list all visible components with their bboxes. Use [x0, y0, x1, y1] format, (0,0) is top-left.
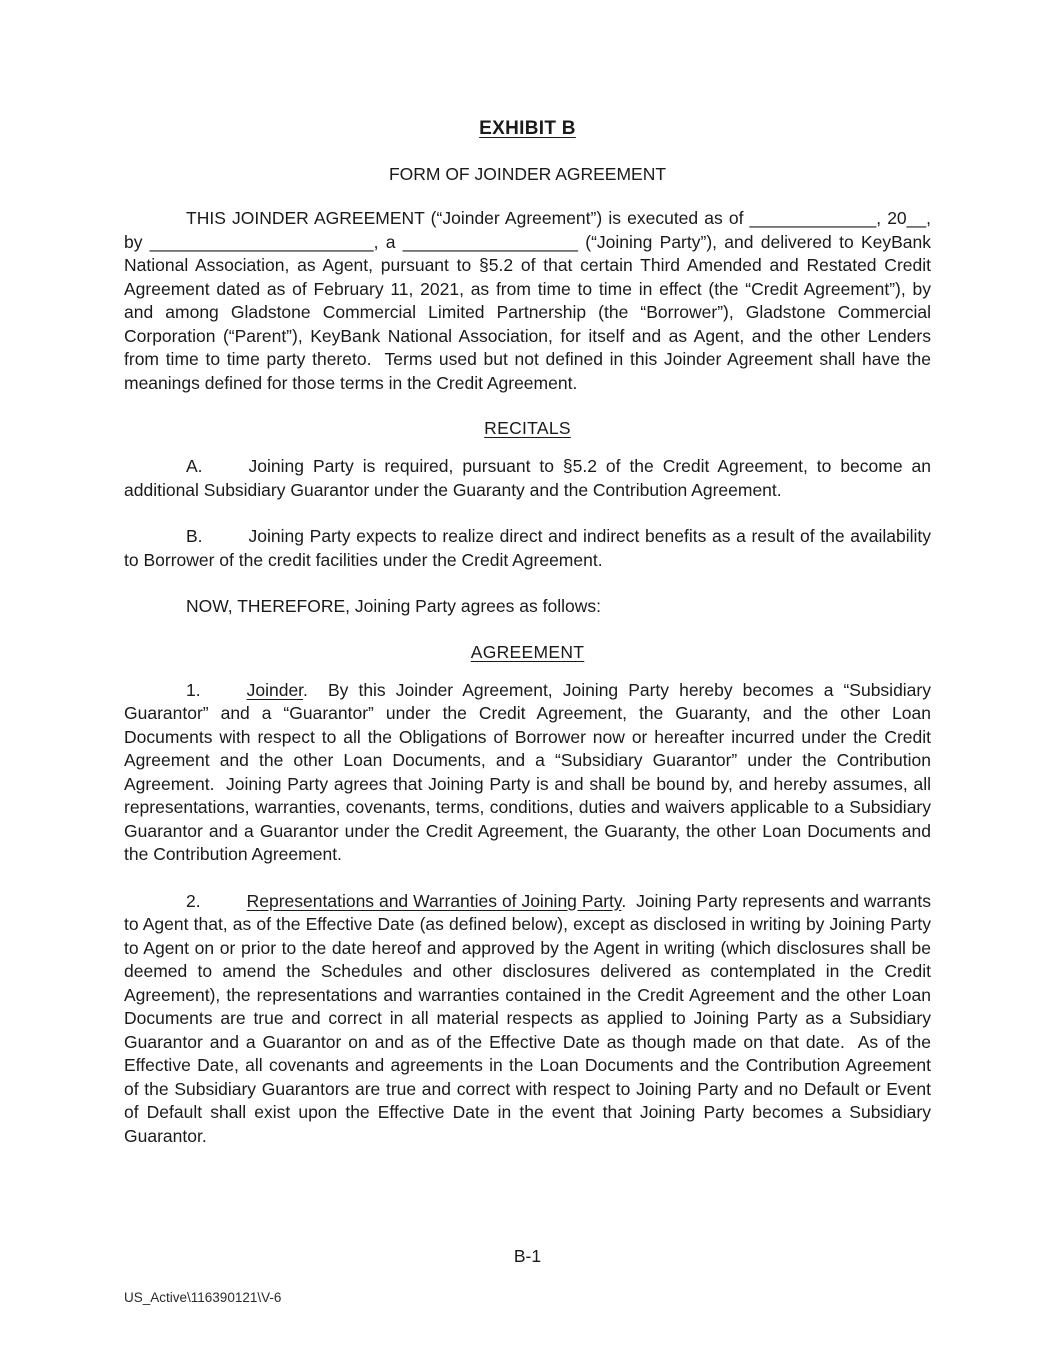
section-2-heading: Representations and Warranties of Joining Party [246, 890, 622, 911]
section-1-number: 1. [186, 679, 201, 700]
section-1-joinder-paragraph [124, 679, 936, 867]
recitals-heading: RECITALS [484, 418, 571, 438]
recital-b-text: Joining Party expects to realize direct and indirect benefits as a result of the availability to Borrower of the credit facilities under the Credit Agreement. [124, 526, 936, 570]
recital-b-paragraph [124, 525, 936, 572]
now-therefore-paragraph: NOW, THEREFORE, Joining Party agrees as follows: [186, 596, 601, 616]
recital-a-label: A. [186, 456, 203, 476]
section-1-heading: Joinder [246, 679, 304, 700]
page-number: B-1 [513, 1246, 542, 1266]
recital-a-paragraph [124, 455, 936, 502]
agreement-heading: AGREEMENT [470, 641, 585, 662]
section-2-representations-paragraph [124, 890, 936, 1149]
section-2-number: 2. [186, 890, 201, 911]
document-id: US_Active\116390121\V-6 [124, 1290, 282, 1305]
intro-paragraph: THIS JOINDER AGREEMENT (“Joinder Agreement”) is executed as of _____________, 20__, by _______________________, a __________________ (“Joining Party”), and delivered to KeyBank National Association, as Agent, pursuant to §5.2 of that certain Third Amended and Restated Credit Agreement dated as of February 11, 2021, as from time to time in effect (the “Credit Agreement”), by and among Gladstone Commercial Limited Partnership (the “Borrower”), Gladstone Commercial Corporation (“Parent”), KeyBank National Association, for itself and as Agent, and the other Lenders from time to time party thereto. Terms used but not defined in this Joinder Agreement shall have the meanings defined for those terms in the Credit Agreement. [124, 208, 936, 393]
document-title: FORM OF JOINDER AGREEMENT [388, 164, 667, 184]
section-1-body: . By this Joinder Agreement, Joining Party hereby becomes a “Subsidiary Guarantor” and a “Guarantor” under the Credit Agreement, the Guaranty, and the other Loan Documents with respect to all the Obligations of Borrower now or hereafter incurred under the Credit Agreement and the other Loan Documents, and a “Subsidiary Guarantor” under the Contribution Agreement. Joining Party agrees that Joining Party is and shall be bound by, and hereby assumes, all representations, warranties, covenants, terms, conditions, duties and waivers applicable to a Subsidiary Guarantor and a Guarantor under the Credit Agreement, the Guaranty, the other Loan Documents and the Contribution Agreement. [124, 679, 936, 864]
recital-a-text: Joining Party is required, pursuant to §5.2 of the Credit Agreement, to become an additional Subsidiary Guarantor under the Guaranty and the Contribution Agreement. [124, 456, 936, 500]
recital-b-label: B. [186, 526, 203, 546]
exhibit-title: EXHIBIT B [479, 118, 576, 139]
section-2-body: . Joining Party represents and warrants to Agent that, as of the Effective Date (as defined below), except as disclosed in writing by Joining Party to Agent on or prior to the date hereof and approved by the Agent in writing (which disclosures shall be deemed to amend the Schedules and other disclosures delivered as contemplated in the Credit Agreement), the representations and warranties contained in the Credit Agreement and the other Loan Documents are true and correct in all material respects as applied to Joining Party as a Subsidiary Guarantor and a Guarantor on and as of the Effective Date as though made on that date. As of the Effective Date, all covenants and agreements in the Loan Documents and the Contribution Agreement of the Subsidiary Guarantors are true and correct with respect to Joining Party and no Default or Event of Default shall exist upon the Effective Date in the event that Joining Party becomes a Subsidiary Guarantor. [124, 890, 936, 1146]
